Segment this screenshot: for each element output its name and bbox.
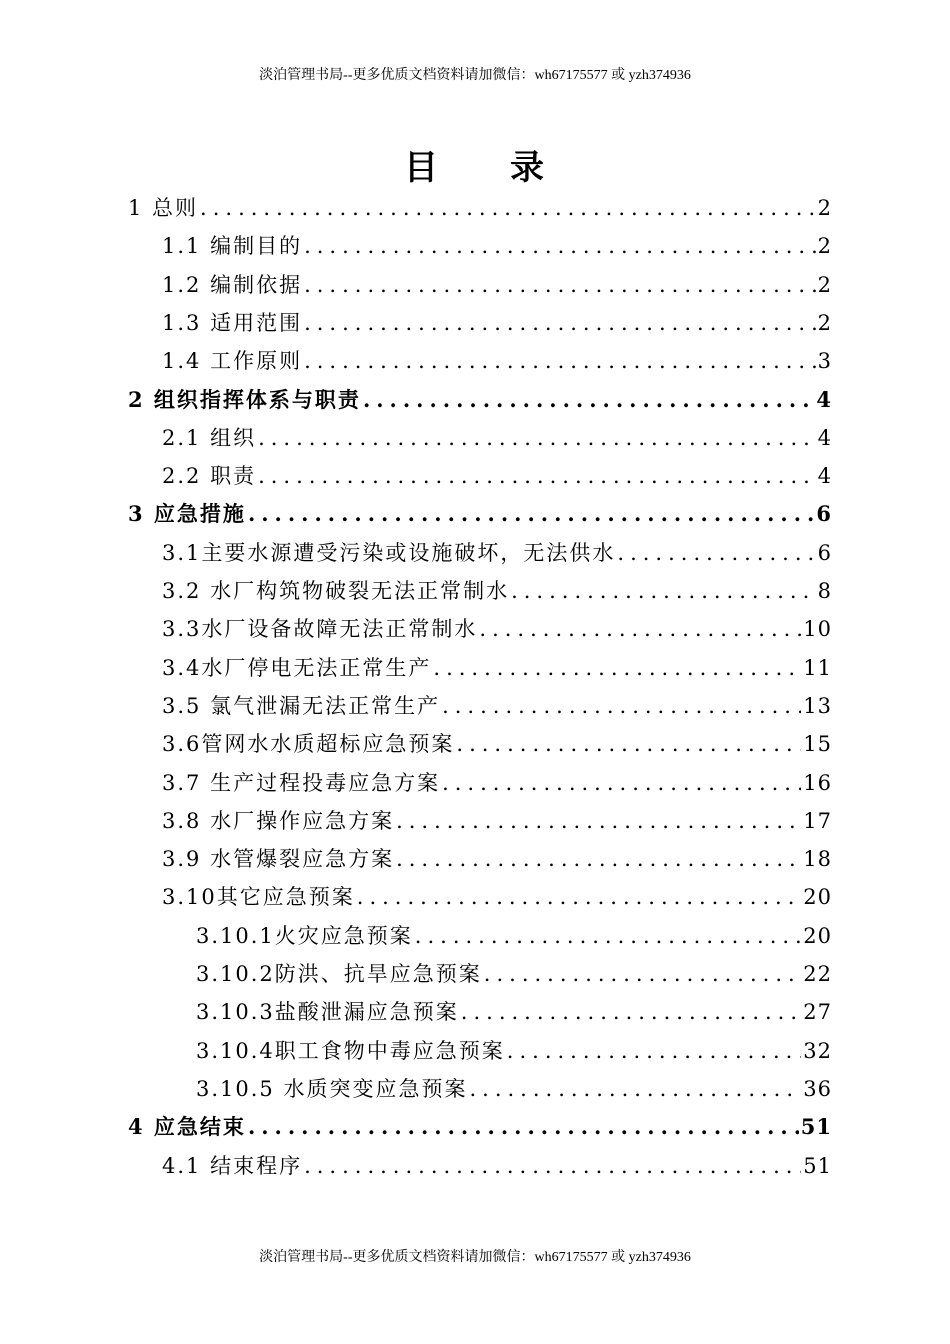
toc-entry-label: 3.10.4职工食物中毒应急预案	[196, 1038, 505, 1063]
toc-leader-dots	[415, 924, 801, 948]
toc-entry-page: 8	[817, 579, 832, 603]
toc-entry-label: 3.10.2防洪、抗旱应急预案	[196, 962, 482, 986]
toc-leader-dots	[396, 847, 801, 871]
toc-entry-label: 3.9 水管爆裂应急方案	[162, 847, 395, 872]
toc-entry[interactable]	[196, 920, 832, 952]
toc-entry-label: 3.10其它应急预案	[162, 885, 355, 910]
toc-entry-label: 3.8 水厂操作应急方案	[162, 808, 395, 833]
toc-entry-label: 1.3 适用范围	[162, 310, 303, 335]
toc-entry-page: 36	[803, 1076, 832, 1101]
page-footer: 淡泊管理书局--更多优质文档资料请加微信：wh67175577 或 yzh374936	[259, 1250, 691, 1265]
toc-entry[interactable]	[196, 996, 832, 1028]
toc-entry-page: 20	[803, 923, 832, 948]
title-char-1: 目	[404, 148, 440, 188]
toc-entry-page: 27	[803, 1000, 832, 1025]
toc-entry-label: 3 应急措施	[128, 501, 246, 527]
toc-entry[interactable]	[162, 345, 832, 377]
toc-entry[interactable]	[162, 843, 832, 875]
toc-entry-label: 1.2 编制依据	[162, 272, 303, 297]
toc-entry[interactable]	[162, 230, 832, 262]
toc-entry[interactable]	[162, 1150, 832, 1182]
toc-entry[interactable]	[196, 958, 832, 990]
toc-entry[interactable]	[162, 460, 832, 492]
toc-entry[interactable]	[162, 767, 832, 799]
toc-entry[interactable]	[162, 805, 832, 837]
toc-entry[interactable]	[162, 537, 832, 569]
toc-entry-label: 4 应急结束	[128, 1114, 246, 1140]
toc-entry-page: 2	[817, 196, 832, 220]
toc-leader-dots	[396, 809, 801, 833]
toc-leader-dots	[304, 1154, 801, 1178]
toc-entry-label: 1 总则	[128, 196, 199, 220]
toc-entry-page: 3	[817, 349, 832, 374]
toc-leader-dots	[456, 732, 801, 756]
toc-entry-label: 3.6管网水水质超标应急预案	[162, 732, 455, 757]
toc-entry[interactable]	[162, 613, 832, 645]
toc-entry[interactable]	[162, 575, 832, 607]
toc-leader-dots	[469, 1077, 801, 1101]
toc-leader-dots	[304, 349, 816, 373]
toc-entry-page: 11	[803, 655, 832, 680]
toc-leader-dots	[304, 311, 816, 335]
toc-leader-dots	[200, 196, 816, 220]
toc-entry-label: 2.2 职责	[162, 464, 257, 489]
toc-leader-dots	[258, 426, 816, 450]
toc-entry-page: 18	[803, 847, 832, 872]
toc-entry-page: 6	[816, 501, 832, 527]
toc-entry-page: 51	[800, 1114, 832, 1140]
toc-leader-dots	[304, 273, 816, 297]
toc-entry-label: 1.1 编制目的	[162, 234, 303, 259]
toc-entry-label: 3.1主要水源遭受污染或设施破坏，无法供水	[162, 540, 616, 565]
toc-leader-dots	[442, 694, 801, 718]
toc-entry-page: 6	[817, 540, 832, 565]
toc-entry[interactable]	[162, 690, 832, 722]
toc-entry-label: 4.1 结束程序	[162, 1153, 303, 1178]
toc-entry[interactable]	[128, 1111, 832, 1143]
toc-entry-label: 3.7 生产过程投毒应急方案	[162, 770, 441, 795]
toc-entry[interactable]	[162, 881, 832, 913]
toc-entry-page: 4	[817, 425, 832, 450]
toc-entry-label: 3.10.1火灾应急预案	[196, 923, 413, 948]
toc-leader-dots	[484, 962, 801, 986]
toc-entry-page: 13	[803, 693, 832, 718]
toc-leader-dots	[442, 771, 801, 795]
page-header: 淡泊管理书局--更多优质文档资料请加微信：wh67175577 或 yzh374936	[259, 68, 691, 83]
toc-leader-dots	[357, 885, 802, 909]
toc-leader-dots	[248, 501, 814, 526]
toc-entry-page: 16	[803, 770, 832, 795]
toc-entry-label: 3.5 氯气泄漏无法正常生产	[162, 693, 441, 718]
toc-entry-label: 3.10.3盐酸泄漏应急预案	[196, 1000, 459, 1025]
toc-entry-page: 2	[817, 272, 832, 297]
toc-entry[interactable]	[196, 1035, 832, 1067]
toc-entry-page: 4	[817, 464, 832, 489]
toc-entry[interactable]	[128, 498, 832, 530]
toc-entry-page: 32	[803, 1038, 832, 1063]
toc-leader-dots	[363, 387, 814, 412]
toc-entry-page: 51	[803, 1153, 832, 1178]
page-title	[0, 140, 950, 189]
toc-entry[interactable]	[162, 728, 832, 760]
toc-entry-page: 10	[803, 617, 832, 642]
toc-entry[interactable]	[162, 307, 832, 339]
toc-entry-page: 15	[803, 732, 832, 757]
toc-leader-dots	[433, 656, 801, 680]
toc-entry-page: 2	[817, 234, 832, 259]
toc-leader-dots	[304, 234, 816, 258]
toc-entry-page: 2	[817, 310, 832, 335]
toc-entry[interactable]	[196, 1073, 832, 1105]
toc-entry-page: 20	[803, 885, 832, 910]
toc-leader-dots	[479, 617, 801, 641]
toc-entry-label: 2 组织指挥体系与职责	[128, 386, 361, 412]
toc-entry-label: 3.10.5 水质突变应急预案	[196, 1076, 468, 1101]
toc-leader-dots	[461, 1000, 801, 1024]
toc-leader-dots	[511, 579, 816, 603]
toc-entry-label: 2.1 组织	[162, 425, 257, 450]
toc-entry[interactable]	[128, 384, 832, 416]
toc-entry-page: 4	[816, 386, 832, 412]
toc-entry-label: 3.2 水厂构筑物破裂无法正常制水	[162, 579, 510, 603]
toc-entry-label: 3.3水厂设备故障无法正常制水	[162, 617, 478, 642]
toc-entry[interactable]	[128, 192, 832, 224]
toc-entry[interactable]	[162, 422, 832, 454]
toc-entry-page: 22	[803, 962, 832, 986]
toc-leader-dots	[248, 1114, 799, 1139]
toc-leader-dots	[258, 464, 816, 488]
title-char-2: 录	[510, 148, 546, 188]
toc-entry-label: 1.4 工作原则	[162, 349, 303, 374]
toc-leader-dots	[617, 541, 815, 565]
toc-entry[interactable]	[162, 652, 832, 684]
toc-entry-page: 17	[803, 808, 832, 833]
toc-entry-label: 3.4水厂停电无法正常生产	[162, 655, 432, 680]
toc-entry[interactable]	[162, 269, 832, 301]
toc-leader-dots	[507, 1039, 801, 1063]
